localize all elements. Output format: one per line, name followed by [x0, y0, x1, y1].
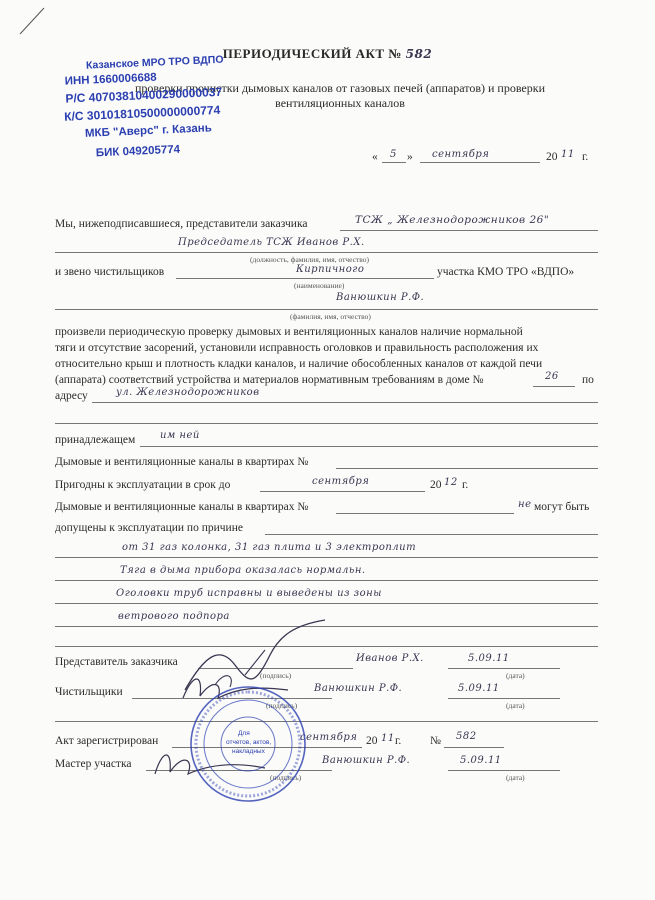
- master-sign-caption: (подпись): [270, 773, 302, 782]
- cleaners-sign-caption: (подпись): [266, 701, 298, 710]
- round-stamp-text-3: накладных: [232, 748, 265, 755]
- body-line3: относительно крыш и плотность кладки каналов, и наличие обособленных каналов от каждой печи: [55, 358, 543, 370]
- channels2-label: Дымовые и вентиляционные каналы в квартирах №: [55, 501, 309, 513]
- bank-stamp-line1: Казанское МРО ТРО ВДПО: [85, 53, 224, 72]
- act-number: 582: [405, 47, 433, 61]
- bank-stamp-line4: К/С 30101810500000000774: [63, 102, 221, 124]
- body-line1: произвели периодическую проверку дымовых и вентиляционных каналов наличие нормальной: [55, 326, 523, 338]
- act-title-prefix: ПЕРИОДИЧЕСКИЙ АКТ №: [222, 46, 402, 61]
- body-line4-suffix: по: [582, 374, 594, 386]
- master-date: 5.09.11: [460, 755, 502, 766]
- round-stamp-text-1: Для: [238, 730, 250, 737]
- bank-stamp-line5: МКБ "Аверс" г. Казань: [84, 122, 213, 140]
- channels-label: Дымовые и вентиляционные каналы в квартирах №: [55, 456, 309, 468]
- reason-line4: ветрового подпора: [118, 611, 230, 622]
- cleaners-date-caption: (дата): [506, 701, 525, 710]
- master-name: Ванюшкин Р.Ф.: [322, 755, 411, 766]
- cleaners-sign-name: Ванюшкин Р.Ф.: [314, 683, 403, 694]
- registered-month: сентября: [300, 732, 358, 743]
- cleaners-sign-date: 5.09.11: [458, 683, 500, 694]
- registered-year-unit: г.: [395, 735, 402, 747]
- date-year-suffix: 11: [561, 149, 575, 160]
- body-line2: тяги и отсутствие засорений, установили исправность оголовков и правильность расположения их: [55, 342, 539, 354]
- cleaners-unit: Кирпичного: [296, 264, 365, 275]
- customer-sign-label: Представитель заказчика: [55, 656, 178, 668]
- fit-year-unit: г.: [462, 479, 469, 491]
- bank-stamp-line2: ИНН 1660006688: [64, 71, 157, 88]
- date-month: сентября: [432, 149, 490, 160]
- date-year-unit: г.: [582, 151, 589, 163]
- channels2-suffix: могут быть: [534, 501, 590, 513]
- body-line4-prefix: (аппарата) соответствий устройства и материалов нормативным требованиям в доме №: [55, 374, 484, 386]
- customer-label: Мы, нижеподписавшиеся, представители заказчика: [55, 218, 308, 230]
- reason-line2: Тяга в дыма прибора оказалась нормальн.: [120, 565, 366, 576]
- act-subtitle-line1: проверки прочистки дымовых каналов от газовых печей (аппаратов) и проверки: [134, 81, 546, 95]
- customer-date-caption: (дата): [506, 671, 525, 680]
- customer-rep-caption: (должность, фамилия, имя, отчество): [250, 255, 370, 264]
- registered-year-prefix: 20: [366, 735, 378, 747]
- bank-stamp: [58, 47, 287, 172]
- admitted-label: допущены к эксплуатации по причине: [55, 522, 243, 534]
- registered-no-label: №: [430, 735, 441, 747]
- reason-line1: от 31 газ колонка, 31 газ плита и 3 электроплит: [122, 542, 417, 553]
- fit-year-prefix: 20: [430, 479, 442, 491]
- customer-org: ТСЖ „ Железнодорожников 26": [355, 214, 550, 226]
- cleaners-suffix: участка КМО ТРО «ВДПО»: [437, 266, 575, 278]
- round-stamp-text-2: отчетов, актов,: [226, 739, 272, 746]
- belongs-label: принадлежащем: [55, 434, 136, 446]
- channels2-value: не: [518, 499, 532, 510]
- master-date-caption: (дата): [506, 773, 525, 782]
- cleaners-person: Ванюшкин Р.Ф.: [336, 292, 425, 303]
- cleaners-person-caption: (фамилия, имя, отчество): [290, 312, 371, 321]
- date-close-quote: »: [407, 151, 413, 163]
- customer-sign-name: Иванов Р.Х.: [356, 653, 424, 664]
- customer-sign-date: 5.09.11: [468, 653, 510, 664]
- registered-year-suffix: 11: [381, 733, 395, 744]
- round-stamp: [188, 684, 308, 804]
- customer-sign-caption: (подпись): [260, 671, 292, 680]
- address-value: ул. Железнодорожников: [116, 387, 260, 398]
- fit-label: Пригодны к эксплуатации в срок до: [55, 479, 231, 491]
- act-subtitle-line2: вентиляционных каналов: [275, 96, 405, 110]
- belongs-value: им ней: [160, 430, 200, 441]
- house-number: 26: [545, 371, 559, 382]
- customer-representative: Председатель ТСЖ Иванов Р.Х.: [178, 237, 365, 248]
- registered-label: Акт зарегистрирован: [55, 735, 159, 747]
- cleaners-sign-label: Чистильщики: [55, 686, 123, 698]
- date-open-quote: «: [372, 151, 378, 163]
- cleaners-unit-caption: (наименование): [294, 281, 345, 290]
- master-label: Мастер участка: [55, 758, 132, 770]
- bank-stamp-line3: Р/С 40703810400290000037: [65, 84, 223, 106]
- bank-stamp-line6: БИК 049205774: [95, 143, 181, 160]
- registered-no: 582: [456, 731, 477, 742]
- corner-pen-mark: [18, 6, 48, 36]
- fit-year-suffix: 12: [444, 477, 458, 488]
- fit-value: сентября: [312, 476, 370, 487]
- address-label: адресу: [55, 390, 88, 402]
- date-year-prefix: 20: [546, 151, 558, 163]
- date-day: 5: [390, 149, 397, 160]
- cleaners-label: и звено чистильщиков: [55, 266, 165, 278]
- reason-line3: Оголовки труб исправны и выведены из зоны: [116, 588, 382, 599]
